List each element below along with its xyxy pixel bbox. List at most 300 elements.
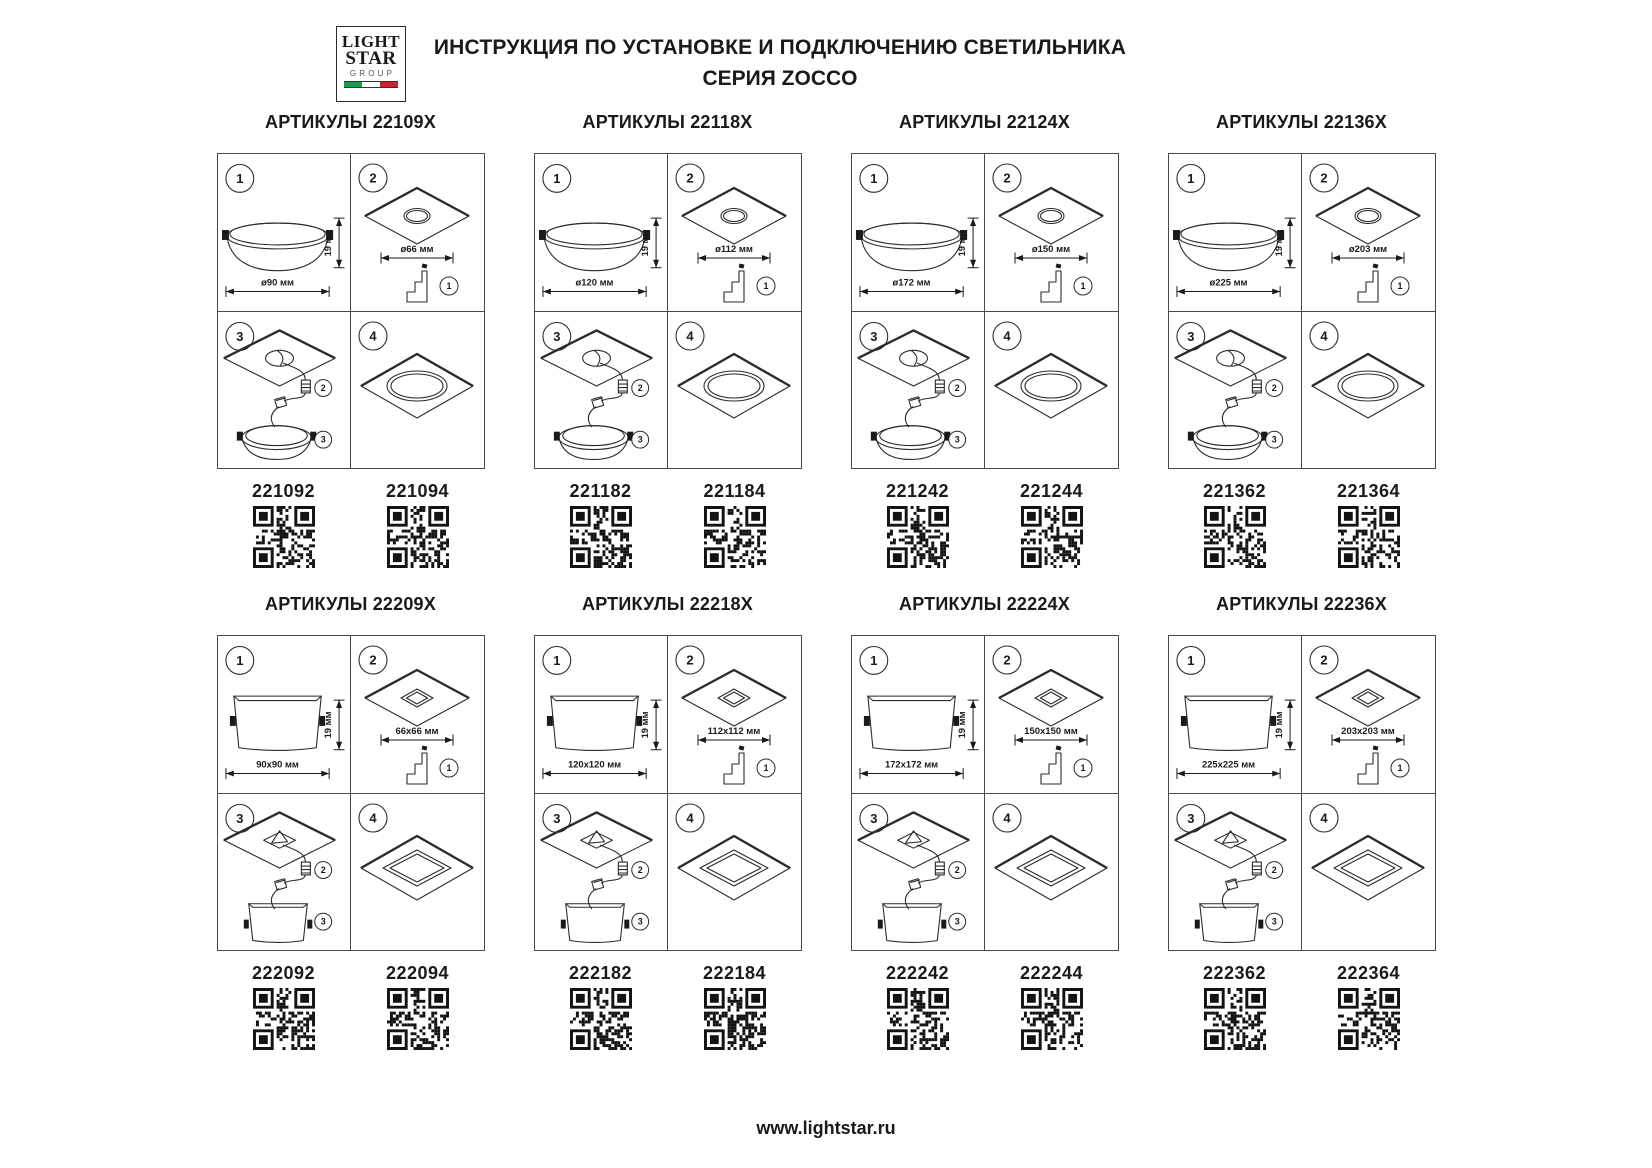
hole-dimension: [1015, 726, 1087, 746]
diagram-step-1: [535, 154, 668, 312]
product-panel: [1168, 112, 1436, 568]
diagram-step-2: [668, 636, 801, 794]
svg-text:1: 1: [1079, 763, 1086, 773]
round-hole: [721, 209, 747, 224]
svg-text:19 мм: 19 мм: [1272, 229, 1284, 257]
diagram-step-3: [852, 312, 985, 469]
round-hole: [404, 209, 430, 224]
svg-text:3: 3: [552, 328, 560, 344]
step-4-badge: [676, 804, 704, 832]
svg-text:1: 1: [762, 763, 769, 773]
svg-text:3: 3: [235, 328, 243, 344]
svg-text:4: 4: [685, 810, 694, 826]
step-2-badge: [993, 164, 1021, 192]
fixture-ref-3: [948, 913, 965, 930]
svg-text:1: 1: [445, 281, 452, 291]
svg-text:2: 2: [1319, 652, 1328, 668]
step-4-badge: [359, 322, 387, 350]
qr-code: [387, 506, 449, 568]
article-item: [217, 481, 351, 568]
svg-text:1: 1: [235, 170, 243, 186]
step-4-badge: [993, 322, 1021, 350]
diagram-step-2: [668, 154, 801, 312]
round-fixture-side-view: [1172, 223, 1283, 271]
step-4-badge: [1310, 322, 1338, 350]
svg-text:1: 1: [1396, 763, 1403, 773]
diagram-step-2: [351, 636, 484, 794]
terminal-block: [274, 879, 286, 890]
mounting-steps-icon: [1041, 263, 1061, 302]
article-number: 222244: [1019, 963, 1084, 983]
step-2-badge: [1310, 646, 1338, 674]
installed-round-fixture: [387, 371, 447, 401]
svg-text:3: 3: [320, 916, 326, 927]
svg-text:19 мм: 19 мм: [321, 711, 333, 739]
see-step-1-ref: [1391, 277, 1409, 295]
supply-wire: [905, 363, 939, 427]
step-1-badge: [542, 647, 570, 675]
product-panel: [851, 112, 1119, 568]
hole-dimension: [698, 244, 770, 264]
see-step-1-ref: [757, 277, 775, 295]
svg-text:2: 2: [1002, 170, 1011, 186]
svg-text:3: 3: [320, 434, 326, 445]
ceiling-tile: [365, 188, 469, 244]
article-number: 221364: [1336, 481, 1401, 501]
instruction-diagram-box: [1168, 635, 1436, 951]
diagram-step-2: [351, 154, 484, 312]
svg-text:1: 1: [235, 652, 243, 668]
svg-text:19 мм: 19 мм: [1272, 711, 1284, 739]
width-dimension: [1176, 277, 1279, 297]
instruction-diagram-box: [851, 153, 1119, 469]
qr-code: [1204, 506, 1266, 568]
diagram-step-3: [852, 794, 985, 951]
article-list: [851, 481, 1119, 568]
mounting-steps-icon: [724, 263, 744, 302]
panel-title: АРТИКУЛЫ 22236X: [1216, 594, 1387, 614]
wire-connector: [301, 862, 310, 875]
article-number: 221094: [385, 481, 450, 501]
ceiling-tile: [1316, 188, 1420, 244]
diagram-step-3: [535, 312, 668, 469]
square-fixture-hanging: [560, 904, 628, 943]
connector-ref-2: [631, 380, 648, 397]
svg-text:3: 3: [552, 810, 560, 826]
svg-text:ø150 мм: ø150 мм: [1031, 244, 1070, 255]
svg-text:ø120 мм: ø120 мм: [575, 276, 614, 288]
height-dimension: [956, 700, 978, 750]
wire-connector: [935, 862, 944, 875]
terminal-block: [908, 397, 920, 408]
height-dimension: [639, 218, 661, 268]
svg-text:2: 2: [368, 652, 377, 668]
mounting-steps-icon: [1358, 745, 1378, 784]
article-item: [351, 481, 485, 568]
diagram-step-1: [852, 636, 985, 794]
terminal-block: [274, 397, 286, 408]
diagram-step-4: [668, 794, 801, 951]
logo-text-group: GROUP: [349, 69, 396, 78]
hole-dimension: [1332, 726, 1404, 746]
height-dimension: [956, 218, 978, 268]
width-dimension: [225, 277, 328, 297]
article-number: 221182: [569, 481, 632, 501]
round-hole-with-wire: [899, 350, 927, 366]
article-number: 221362: [1202, 481, 1267, 501]
step-1-badge: [542, 165, 570, 193]
article-item: [1302, 963, 1436, 1050]
article-number: 221244: [1019, 481, 1084, 501]
ceiling-tile: [365, 670, 469, 726]
svg-text:4: 4: [368, 328, 377, 344]
connector-ref-2: [1265, 862, 1282, 879]
svg-text:19 мм: 19 мм: [638, 229, 650, 257]
diagram-step-3: [218, 312, 351, 469]
svg-text:225x225 мм: 225x225 мм: [1201, 758, 1255, 770]
logo-text-star: STAR: [345, 48, 397, 69]
supply-wire: [1222, 845, 1256, 909]
article-item: [534, 963, 668, 1050]
width-dimension: [859, 277, 962, 297]
terminal-block: [908, 879, 920, 890]
see-step-1-ref: [440, 277, 458, 295]
step-1-badge: [1176, 647, 1204, 675]
height-dimension: [1273, 218, 1295, 268]
ceiling-tile: [1316, 670, 1420, 726]
article-item: [351, 963, 485, 1050]
svg-text:2: 2: [1271, 864, 1277, 875]
svg-text:112x112 мм: 112x112 мм: [707, 726, 760, 737]
website-url: www.lightstar.ru: [756, 1118, 896, 1138]
product-panel: [534, 594, 802, 1050]
article-item: [1168, 963, 1302, 1050]
connector-ref-2: [314, 380, 331, 397]
title-line-2: СЕРИЯ ZOCCO: [702, 67, 858, 90]
svg-text:2: 2: [685, 652, 694, 668]
svg-text:2: 2: [954, 864, 960, 875]
ceiling-tile: [995, 354, 1107, 418]
height-dimension: [1273, 700, 1295, 750]
fixture-ref-3: [631, 431, 648, 448]
step-4-badge: [676, 322, 704, 350]
panel-title: АРТИКУЛЫ 22224X: [899, 594, 1070, 614]
product-panel: [1168, 594, 1436, 1050]
wire-connector: [618, 862, 627, 875]
logo-text-light: LIGHT: [341, 32, 401, 51]
svg-text:3: 3: [637, 916, 643, 927]
document-title: [0, 32, 1560, 91]
instruction-diagram-box: [534, 153, 802, 469]
connector-ref-2: [1265, 380, 1282, 397]
svg-text:1: 1: [869, 652, 877, 668]
svg-text:90x90 мм: 90x90 мм: [255, 758, 299, 770]
svg-text:3: 3: [869, 810, 877, 826]
ceiling-tile: [995, 836, 1107, 900]
width-dimension: [1176, 759, 1279, 779]
svg-text:2: 2: [1271, 382, 1277, 393]
diagram-step-2: [1302, 154, 1435, 312]
mounting-steps-icon: [724, 745, 744, 784]
svg-text:1: 1: [762, 281, 769, 291]
svg-text:4: 4: [1002, 328, 1011, 344]
qr-code: [704, 506, 766, 568]
hole-dimension: [698, 726, 770, 746]
title-line-1: ИНСТРУКЦИЯ ПО УСТАНОВКЕ И ПОДКЛЮЧЕНИЮ СВЕТИЛЬНИКА: [433, 36, 1127, 59]
article-number: 222184: [702, 963, 767, 983]
mounting-steps-icon: [407, 745, 427, 784]
diagram-step-4: [985, 312, 1118, 469]
ceiling-tile: [999, 670, 1103, 726]
article-number: 222242: [885, 963, 950, 983]
ceiling-tile: [678, 354, 790, 418]
hole-dimension: [381, 726, 453, 746]
height-dimension: [639, 700, 661, 750]
mounting-steps-icon: [1358, 263, 1378, 302]
square-hole: [1352, 689, 1384, 707]
square-fixture-hanging: [1194, 904, 1262, 943]
ceiling-tile: [682, 188, 786, 244]
square-fixture-side-view: [229, 696, 324, 750]
step-2-badge: [676, 646, 704, 674]
panel-row-top: [0, 112, 1652, 568]
width-dimension: [859, 759, 962, 779]
panel-title: АРТИКУЛЫ 22124X: [899, 112, 1070, 132]
article-item: [985, 481, 1119, 568]
qr-code: [1338, 988, 1400, 1050]
article-list: [534, 963, 802, 1050]
article-item: [1302, 481, 1436, 568]
hole-dimension: [1332, 244, 1404, 264]
panel-title: АРТИКУЛЫ 22218X: [582, 594, 753, 614]
svg-text:3: 3: [954, 434, 960, 445]
installed-round-fixture: [1338, 371, 1398, 401]
svg-text:19 мм: 19 мм: [955, 229, 967, 257]
square-fixture-hanging: [243, 904, 311, 943]
fixture-ref-3: [948, 431, 965, 448]
supply-wire: [271, 363, 305, 427]
svg-text:3: 3: [869, 328, 877, 344]
installed-round-fixture: [704, 371, 764, 401]
wire-connector: [1252, 862, 1261, 875]
step-2-badge: [359, 646, 387, 674]
installed-square-fixture: [383, 850, 451, 886]
qr-code: [1021, 506, 1083, 568]
qr-code: [570, 988, 632, 1050]
diagram-step-3: [1169, 794, 1302, 951]
ceiling-tile: [361, 354, 473, 418]
article-list: [851, 963, 1119, 1050]
see-step-1-ref: [757, 759, 775, 777]
step-4-badge: [359, 804, 387, 832]
supply-wire: [588, 845, 622, 909]
panel-title: АРТИКУЛЫ 22209X: [265, 594, 436, 614]
wire-connector: [618, 380, 627, 393]
svg-text:2: 2: [1319, 170, 1328, 186]
diagram-step-1: [852, 154, 985, 312]
article-item: [1168, 481, 1302, 568]
square-hole: [1035, 689, 1067, 707]
supply-wire: [1222, 363, 1256, 427]
svg-text:1: 1: [1079, 281, 1086, 291]
height-dimension: [322, 218, 344, 268]
square-hole-with-flap: [263, 831, 295, 848]
article-number: 221242: [885, 481, 950, 501]
round-fixture-hanging: [553, 426, 632, 460]
terminal-block: [591, 879, 603, 890]
round-fixture-hanging: [1187, 426, 1266, 460]
qr-code: [887, 988, 949, 1050]
article-number: 222362: [1202, 963, 1267, 983]
qr-code: [1204, 988, 1266, 1050]
qr-code: [1338, 506, 1400, 568]
svg-text:3: 3: [1186, 328, 1194, 344]
hole-dimension: [381, 244, 453, 264]
round-hole-with-wire: [265, 350, 293, 366]
connector-ref-2: [631, 862, 648, 879]
panel-title: АРТИКУЛЫ 22109X: [265, 112, 436, 132]
article-item: [668, 963, 802, 1050]
svg-text:3: 3: [1186, 810, 1194, 826]
svg-text:2: 2: [954, 382, 960, 393]
diagram-step-4: [985, 794, 1118, 951]
round-hole-with-wire: [1216, 350, 1244, 366]
round-fixture-hanging: [870, 426, 949, 460]
diagram-step-1: [1169, 636, 1302, 794]
fixture-ref-3: [1265, 913, 1282, 930]
diagram-step-4: [351, 794, 484, 951]
svg-text:1: 1: [1186, 170, 1194, 186]
round-hole: [1355, 209, 1381, 224]
see-step-1-ref: [440, 759, 458, 777]
ceiling-tile: [361, 836, 473, 900]
svg-text:172x172 мм: 172x172 мм: [884, 758, 938, 770]
diagram-step-4: [351, 312, 484, 469]
square-hole-with-flap: [1214, 831, 1246, 848]
square-hole: [718, 689, 750, 707]
article-number: 222094: [385, 963, 450, 983]
instruction-diagram-box: [534, 635, 802, 951]
qr-code: [253, 988, 315, 1050]
diagram-step-4: [1302, 794, 1435, 951]
svg-text:3: 3: [1271, 434, 1277, 445]
instruction-diagram-box: [851, 635, 1119, 951]
svg-text:1: 1: [869, 170, 877, 186]
article-list: [217, 963, 485, 1050]
svg-text:2: 2: [637, 864, 643, 875]
square-hole-with-flap: [897, 831, 929, 848]
ceiling-tile: [678, 836, 790, 900]
svg-text:2: 2: [320, 382, 326, 393]
square-fixture-side-view: [1180, 696, 1275, 750]
product-panel: [217, 594, 485, 1050]
article-number: 221092: [251, 481, 316, 501]
panel-title: АРТИКУЛЫ 22136X: [1216, 112, 1387, 132]
svg-text:4: 4: [1002, 810, 1011, 826]
round-fixture-side-view: [538, 223, 649, 271]
square-hole-with-flap: [580, 831, 612, 848]
svg-text:203x203 мм: 203x203 мм: [1340, 726, 1395, 737]
article-item: [851, 963, 985, 1050]
svg-text:2: 2: [368, 170, 377, 186]
article-number: 222182: [568, 963, 633, 983]
width-dimension: [225, 759, 328, 779]
step-1-badge: [859, 647, 887, 675]
svg-text:ø90 мм: ø90 мм: [260, 276, 294, 288]
installed-square-fixture: [1017, 850, 1085, 886]
product-panel: [851, 594, 1119, 1050]
step-2-badge: [1310, 164, 1338, 192]
instruction-diagram-box: [217, 153, 485, 469]
svg-text:3: 3: [235, 810, 243, 826]
article-number: 222364: [1336, 963, 1401, 983]
diagram-step-2: [985, 636, 1118, 794]
diagram-step-2: [985, 154, 1118, 312]
svg-text:ø66 мм: ø66 мм: [399, 244, 434, 255]
installed-round-fixture: [1021, 371, 1081, 401]
step-1-badge: [225, 165, 253, 193]
svg-text:1: 1: [552, 652, 560, 668]
svg-text:3: 3: [1271, 916, 1277, 927]
round-fixture-side-view: [855, 223, 966, 271]
qr-code: [387, 988, 449, 1050]
svg-text:150x150 мм: 150x150 мм: [1023, 726, 1078, 737]
mounting-steps-icon: [1041, 745, 1061, 784]
svg-text:4: 4: [1319, 328, 1328, 344]
svg-text:3: 3: [637, 434, 643, 445]
width-dimension: [542, 759, 645, 779]
article-item: [668, 481, 802, 568]
connector-ref-2: [314, 862, 331, 879]
step-4-badge: [1310, 804, 1338, 832]
installed-square-fixture: [700, 850, 768, 886]
instruction-diagram-box: [1168, 153, 1436, 469]
terminal-block: [591, 397, 603, 408]
wire-connector: [1252, 380, 1261, 393]
ceiling-tile: [682, 670, 786, 726]
svg-text:2: 2: [320, 864, 326, 875]
svg-text:3: 3: [954, 916, 960, 927]
page-header: [0, 0, 1652, 104]
svg-text:1: 1: [1186, 652, 1194, 668]
svg-text:1: 1: [445, 763, 452, 773]
round-hole: [1038, 209, 1064, 224]
fixture-ref-3: [631, 913, 648, 930]
diagram-step-3: [1169, 312, 1302, 469]
connector-ref-2: [948, 862, 965, 879]
diagram-step-1: [535, 636, 668, 794]
terminal-block: [1225, 397, 1237, 408]
see-step-1-ref: [1074, 277, 1092, 295]
diagram-step-4: [668, 312, 801, 469]
svg-text:2: 2: [685, 170, 694, 186]
article-item: [851, 481, 985, 568]
installed-square-fixture: [1334, 850, 1402, 886]
hole-dimension: [1015, 244, 1087, 264]
product-panel: [534, 112, 802, 568]
supply-wire: [271, 845, 305, 909]
step-2-badge: [993, 646, 1021, 674]
article-item: [534, 481, 668, 568]
svg-text:1: 1: [552, 170, 560, 186]
article-number: 221184: [703, 481, 766, 501]
terminal-block: [1225, 879, 1237, 890]
mounting-steps-icon: [407, 263, 427, 302]
svg-text:4: 4: [685, 328, 694, 344]
step-2-badge: [676, 164, 704, 192]
panel-title: АРТИКУЛЫ 22118X: [582, 112, 753, 132]
diagram-step-1: [218, 154, 351, 312]
